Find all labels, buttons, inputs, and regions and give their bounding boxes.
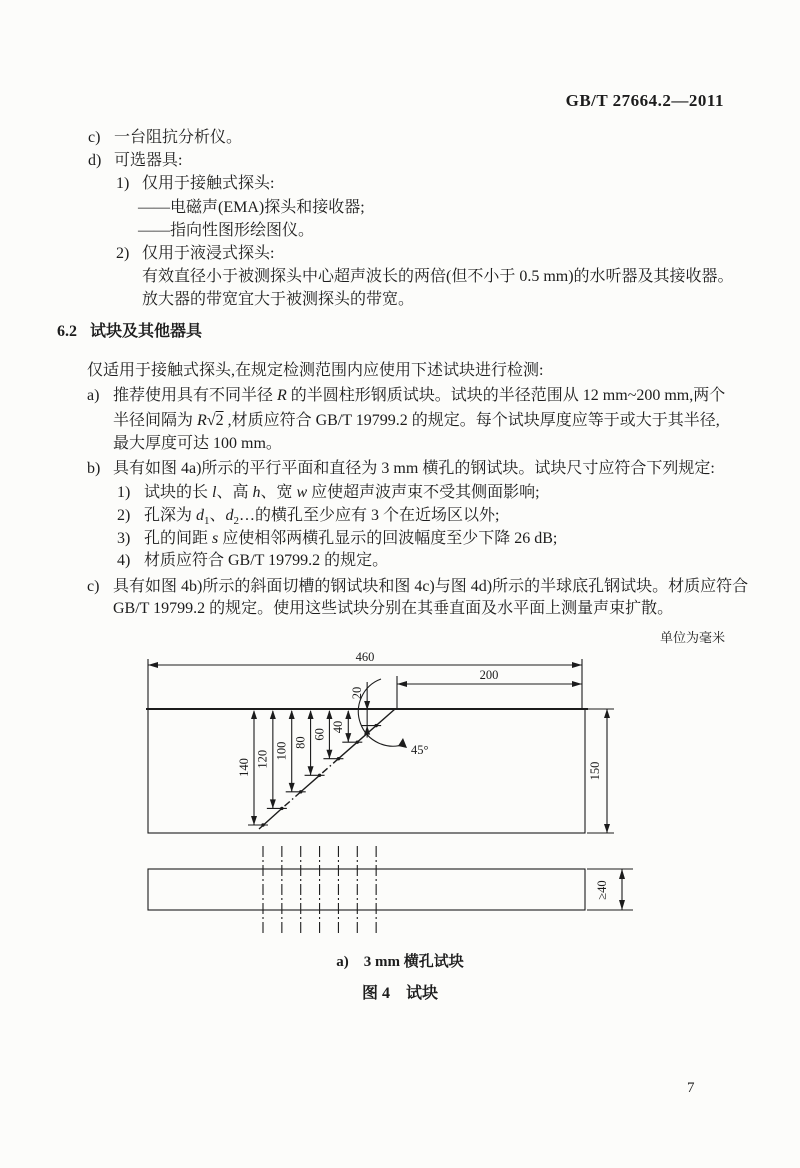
angle-label: 45°	[411, 743, 429, 757]
item-b1	[117, 483, 540, 503]
figure-caption: 图 4 试块	[361, 985, 438, 1002]
depth-dim-label: 60	[312, 728, 327, 741]
hole-dot	[280, 807, 283, 810]
item-c2-text: 具有如图 4b)所示的斜面切槽的钢试块和图 4c)与图 4d)所示的半球底孔钢试块。材质应符合	[113, 578, 749, 595]
item-a-marker: a)	[87, 387, 100, 404]
dim-arrow	[308, 710, 314, 719]
list-item-d1	[116, 174, 274, 194]
depth-dim-label: 100	[274, 741, 289, 761]
figure-item-caption: a) 3 mm 横孔试块	[336, 954, 464, 970]
dim-arrow	[308, 766, 314, 775]
item-c2-marker: c)	[87, 578, 100, 595]
item-a-line2: 半径间隔为 R√2 ,材质应符合 GB/T 19799.2 的规定。每个试块厚度应等于或大于其半径,	[113, 412, 720, 429]
dim-label-plan-height: ≥40	[595, 880, 609, 900]
section-intro: 仅适用于接触式探头,在规定检测范围内应使用下述试块进行检测:	[87, 362, 544, 379]
depth-dim-label: 140	[236, 758, 251, 777]
section-title: 试块及其他器具	[90, 323, 203, 340]
hole-dot	[261, 823, 264, 826]
item-b3-marker: 3)	[117, 530, 131, 547]
list-item-d2-line2: 放大器的带宽宜大于被测探头的带宽。	[142, 291, 415, 308]
elevation-view	[146, 650, 614, 833]
item-b-marker: b)	[87, 460, 101, 477]
item-a-text: 推荐使用具有不同半径 R 的半圆柱形钢质试块。试块的半径范围从 12 mm~200 mm,两个	[113, 387, 726, 404]
dim-arrow	[345, 710, 351, 719]
section-heading	[57, 322, 202, 342]
hole-dot	[318, 774, 321, 777]
section-number: 6.2	[57, 323, 77, 340]
item-a-line3: 最大厚度可达 100 mm。	[113, 435, 282, 452]
list-item-d2-line1: 有效直径小于被测探头中心超声波长的两倍(但不小于 0.5 mm)的水听器及其接收器。	[142, 268, 734, 285]
dim-arrow	[251, 816, 257, 825]
list-marker-d: d)	[88, 152, 102, 169]
item-b3-text: 孔的间距 s 应使相邻两横孔显示的回波幅度至少下降 26 dB;	[144, 530, 558, 547]
depth-dim-label: 40	[331, 720, 346, 734]
dim-arrow	[326, 710, 332, 719]
angle-arc	[358, 679, 405, 746]
dim-arrow	[270, 710, 276, 719]
list-text-d1: 仅用于接触式探头:	[142, 175, 275, 192]
list-item-d	[88, 151, 182, 171]
list-item-d1-dash2: ——指向性图形绘图仪。	[138, 222, 315, 239]
list-marker-d2: 2)	[116, 245, 130, 262]
doc-number: GB/T 27664.2—2011	[565, 91, 724, 110]
item-b	[87, 459, 715, 479]
depth-dim-label: 80	[293, 736, 308, 749]
unit-note: 单位为毫米	[659, 630, 725, 645]
dim-arrow	[270, 799, 276, 808]
dim-arrow	[289, 783, 295, 792]
item-b4-text: 材质应符合 GB/T 19799.2 的规定。	[144, 552, 389, 569]
item-b3	[117, 529, 557, 549]
item-b2	[117, 506, 499, 526]
dim-arrow	[364, 726, 370, 735]
hole-dot	[299, 790, 302, 793]
dim-label-height: 150	[588, 761, 602, 781]
list-marker-c: c)	[88, 129, 101, 146]
item-c2	[87, 577, 748, 597]
dim-arrow	[326, 750, 332, 759]
item-a	[87, 386, 725, 406]
hole-dot	[337, 757, 340, 760]
dim-label-right-offset: 200	[479, 668, 499, 682]
list-text-d2: 仅用于液浸式探头:	[142, 245, 275, 262]
item-b-text: 具有如图 4a)所示的平行平面和直径为 3 mm 横孔的钢试块。试块尺寸应符合下列规定:	[113, 460, 715, 477]
list-item-d1-dash1: ——电磁声(EMA)探头和接收器;	[138, 199, 365, 216]
list-item-d2	[116, 244, 274, 264]
item-c2-line2: GB/T 19799.2 的规定。使用这些试块分别在其垂直面及水平面上测量声束扩散。	[113, 600, 674, 617]
dim-arrow	[345, 733, 351, 742]
list-marker-d1: 1)	[116, 175, 130, 192]
dim-arrow	[289, 710, 295, 719]
inclined-hole-line	[259, 709, 395, 829]
page-number: 7	[687, 1080, 695, 1096]
figure-4-test-block-drawing	[0, 640, 800, 950]
item-b4	[117, 551, 388, 571]
plan-view	[148, 869, 633, 910]
depth-dim-label: 120	[255, 749, 270, 769]
item-b2-marker: 2)	[117, 507, 131, 524]
list-text-c: 一台阻抗分析仪。	[114, 129, 243, 146]
dim-label-total-width: 460	[355, 650, 375, 664]
item-b1-text: 试块的长 l、高 h、宽 w 应使超声波声束不受其侧面影响;	[144, 484, 540, 501]
hole-dot	[356, 740, 359, 743]
hole-dot	[374, 724, 377, 727]
item-b2-text: 孔深为 $d_1$、$d_2\dots$的横孔至少应有 3 个在近场区以外;	[144, 507, 500, 528]
list-text-d: 可选器具:	[114, 152, 183, 169]
list-item-c	[88, 128, 242, 148]
dim-arrow	[251, 710, 257, 719]
plan-outline	[148, 869, 585, 910]
item-b4-marker: 4)	[117, 552, 131, 569]
item-b1-marker: 1)	[117, 484, 131, 501]
depth-dim-label: 20	[350, 686, 365, 700]
angle-arc-arrow	[398, 738, 407, 748]
